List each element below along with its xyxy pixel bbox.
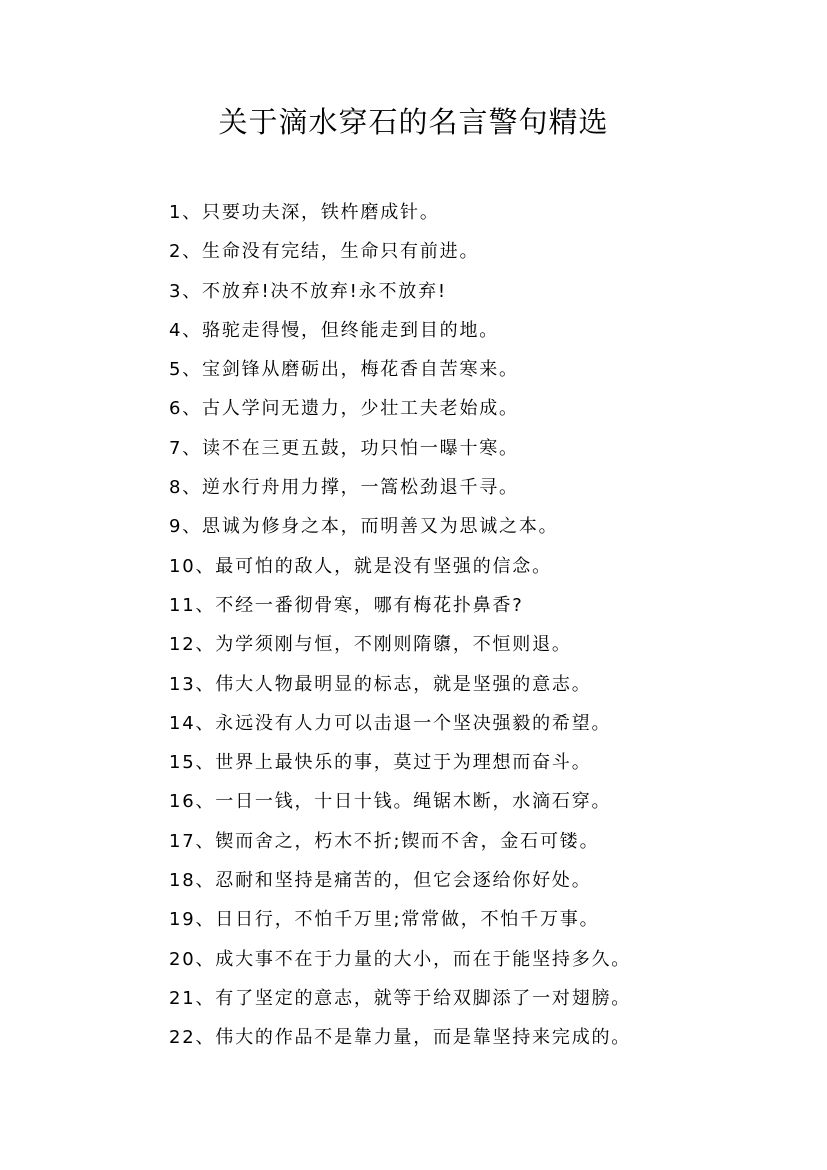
quote-item: 4、骆驼走得慢，但终能走到目的地。 (169, 319, 500, 341)
quote-item: 18、忍耐和坚持是痛苦的，但它会逐给你好处。 (169, 870, 592, 892)
quote-item: 22、伟大的作品不是靠力量，而是靠坚持来完成的。 (169, 1027, 632, 1049)
quote-item: 8、逆水行舟用力撑，一篙松劲退千寻。 (169, 477, 519, 499)
page-title: 关于滴水穿石的名言警句精选 (218, 105, 609, 139)
quote-item: 13、伟大人物最明显的标志，就是坚强的意志。 (169, 673, 592, 695)
quote-item: 17、锲而舍之，朽木不折;锲而不舍，金石可镂。 (169, 830, 600, 852)
quote-item: 5、宝剑锋从磨砺出，梅花香自苦寒来。 (169, 359, 519, 381)
quote-item: 7、读不在三更五鼓，功只怕一曝十寒。 (169, 437, 519, 459)
quote-item: 16、一日一钱，十日十钱。绳锯木断，水滴石穿。 (169, 791, 612, 813)
quote-item: 14、永远没有人力可以击退一个坚决强毅的希望。 (169, 712, 612, 734)
quote-item: 19、日日行，不怕千万里;常常做，不怕千万事。 (169, 909, 600, 931)
quote-item: 1、只要功夫深，铁杵磨成针。 (169, 202, 440, 223)
quote-item: 3、不放弃!决不放弃!永不放弃! (169, 280, 447, 302)
quote-item: 15、世界上最快乐的事，莫过于为理想而奋斗。 (169, 752, 592, 774)
quote-item: 6、古人学问无遗力，少壮工夫老始成。 (169, 398, 519, 420)
quote-item: 11、不经一番彻骨寒，哪有梅花扑鼻香? (169, 594, 524, 616)
quote-item: 21、有了坚定的意志，就等于给双脚添了一对翅膀。 (169, 987, 632, 1009)
quote-item: 9、思诚为修身之本，而明善又为思诚之本。 (169, 516, 559, 538)
quote-item: 20、成大事不在于力量的大小，而在于能坚持多久。 (169, 948, 632, 970)
quote-item: 10、最可怕的敌人，就是没有坚强的信念。 (169, 555, 552, 577)
quote-item: 12、为学须刚与恒，不刚则隋隳，不恒则退。 (169, 634, 572, 656)
quote-list (169, 193, 631, 1058)
quote-item: 2、生命没有完结，生命只有前进。 (169, 241, 480, 263)
